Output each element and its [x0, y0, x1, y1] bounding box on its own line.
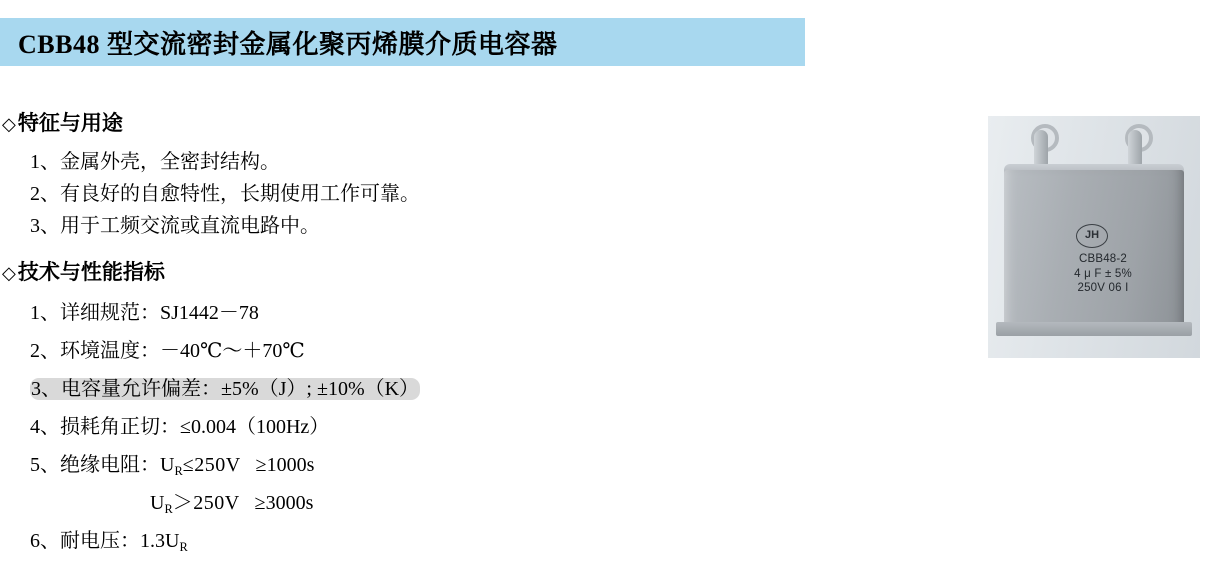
diamond-icon: ◇	[2, 262, 16, 283]
capacitor-label-line: 4 μ F ± 5%	[1074, 267, 1132, 280]
value-1: ≥1000s	[255, 454, 315, 477]
list-item: 2、有良好的自愈特性，长期使用工作可靠。	[30, 182, 420, 205]
subscript-r: R	[179, 540, 188, 555]
capacitor-body	[1004, 170, 1184, 330]
page-title: CBB48 型交流密封金属化聚丙烯膜介质电容器	[18, 29, 558, 59]
manufacturer-logo-icon: JH	[1076, 224, 1108, 248]
capacitor-label	[1048, 252, 1158, 296]
list-item-insulation-label: 5、绝缘电阻：	[30, 454, 160, 477]
capacitor-base	[996, 322, 1192, 336]
subscript-r: R	[174, 464, 183, 479]
photo-background	[988, 116, 1200, 358]
condition-1: ≤250V	[182, 454, 241, 477]
list-item-withstand-voltage	[30, 522, 960, 560]
symbol-ur: U	[150, 492, 165, 515]
capacitor-label-line: 250V 06 I	[1077, 282, 1129, 295]
condition-2: ＞250V	[172, 492, 240, 515]
diamond-icon: ◇	[2, 114, 16, 134]
list-item: 1、金属外壳，全密封结构。	[30, 150, 280, 173]
list-item: 2、环境温度：－40℃～＋70℃	[30, 340, 305, 363]
product-photo	[988, 116, 1200, 358]
list-item-insulation-resistance-line2	[150, 484, 960, 522]
list-item: 4、损耗角正切：≤0.004（100Hz）	[30, 416, 330, 439]
section-heading-specs-label: 技术与性能指标	[17, 259, 165, 284]
list-item	[30, 370, 960, 408]
section-heading-features-label: 特征与用途	[17, 111, 123, 135]
list-item: 3、用于工频交流或直流电路中。	[30, 215, 320, 238]
value-2: ≥3000s	[254, 492, 314, 515]
section-heading-features	[2, 108, 960, 140]
list-item: 1、详细规范：SJ1442－78	[30, 302, 259, 325]
section-heading-specs	[2, 257, 960, 289]
document-title-bar	[0, 18, 805, 66]
document-content	[0, 108, 960, 560]
list-item-tolerance-text: 3、电容量允许偏差：±5%（J）; ±10%（K）	[31, 378, 420, 401]
list-item-insulation-resistance	[30, 446, 960, 484]
subscript-r: R	[164, 502, 173, 517]
capacitor-label-line: CBB48-2	[1078, 253, 1128, 265]
list-item-withstand-label: 6、耐电压：1.3U	[30, 530, 180, 553]
symbol-ur: U	[160, 454, 175, 477]
